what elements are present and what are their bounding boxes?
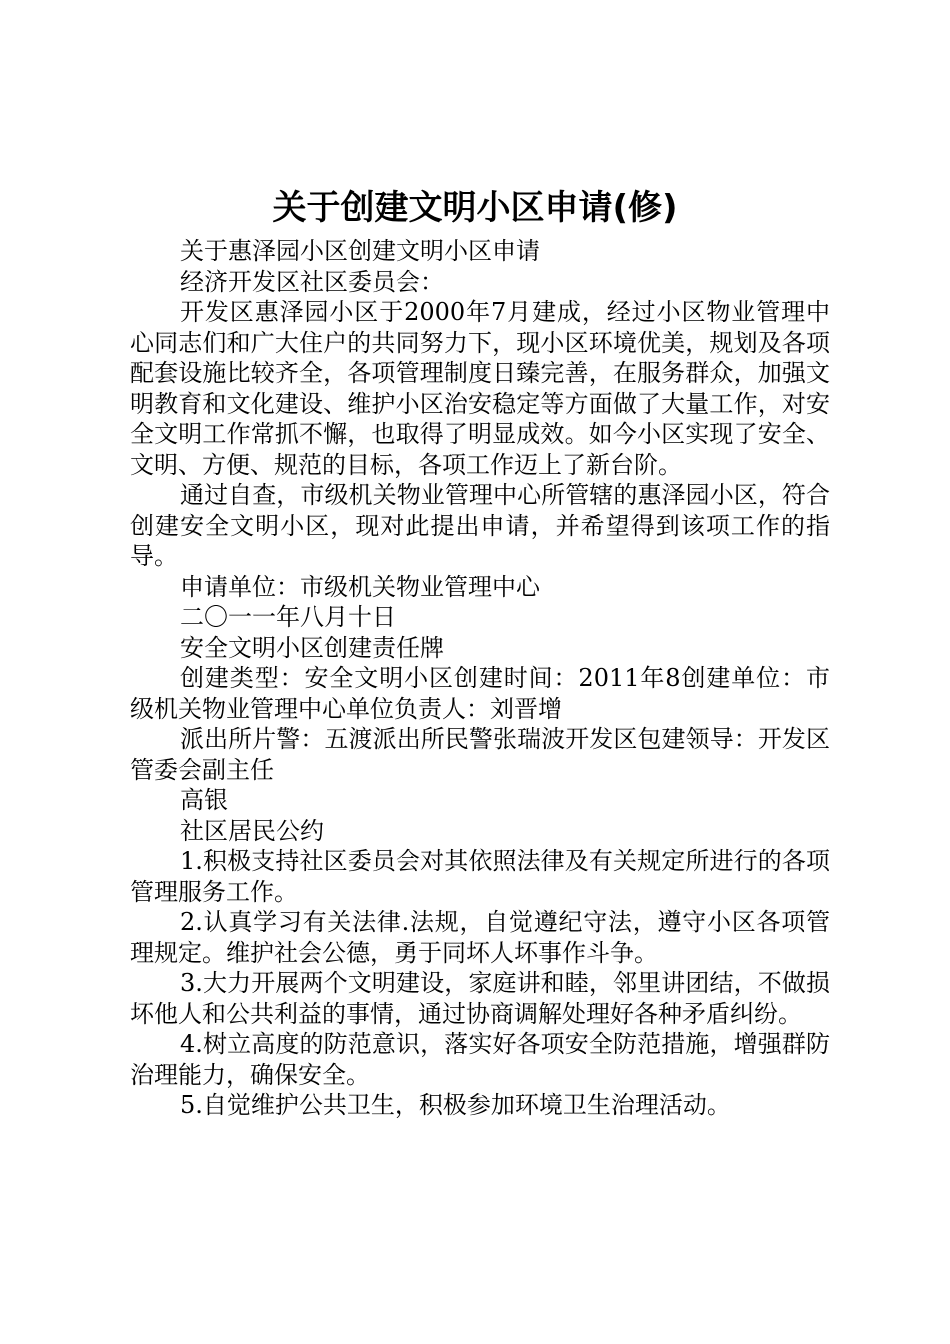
- paragraph-date: 二〇一一年八月十日: [180, 603, 396, 631]
- document-body: [130, 236, 830, 1121]
- paragraph-applicant: 申请单位：市级机关物业管理中心: [180, 572, 540, 601]
- paragraph-police-contact: 派出所片警：五渡派出所民警张瑞波开发区包建领导：开发区管委会副主任: [130, 725, 830, 784]
- convention-item: 3.大力开展两个文明建设，家庭讲和睦，邻里讲团结，不做损坏他人和公共利益的事情，通过协商调解处理好各种矛盾纠纷。: [130, 969, 830, 1028]
- convention-item: 2.认真学习有关法律.法规，自觉遵纪守法，遵守小区各项管理规定。维护社会公德，勇于同坏人坏事作斗争。: [130, 908, 830, 967]
- convention-item: 5.自觉维护公共卫生，积极参加环境卫生治理活动。: [180, 1091, 731, 1119]
- paragraph-name: 高银: [180, 786, 228, 814]
- section-heading-responsibility: 安全文明小区创建责任牌: [180, 633, 444, 662]
- section-heading-convention: 社区居民公约: [180, 816, 324, 845]
- paragraph-recipient: 经济开发区社区委员会：: [180, 267, 444, 296]
- convention-item: 4.树立高度的防范意识，落实好各项安全防范措施，增强群防治理能力，确保安全。: [130, 1030, 830, 1089]
- paragraph-introduction: 开发区惠泽园小区于2000年7月建成，经过小区物业管理中心同志们和广大住户的共同努力下，现小区环境优美，规划及各项配套设施比较齐全，各项管理制度日臻完善，在服务群众，加强文明教育和文化建设、维护小区治安稳定等方面做了大量工作，对安全文明工作常抓不懈，也取得了明显成效。如今小区实现了安全、文明、方便、规范的目标，各项工作迈上了新台阶。: [130, 298, 830, 479]
- paragraph-subject: 关于惠泽园小区创建文明小区申请: [180, 237, 540, 265]
- document-title: 关于创建文明小区申请(修): [272, 188, 678, 228]
- convention-item: 1.积极支持社区委员会对其依照法律及有关规定所进行的各项管理服务工作。: [130, 847, 830, 906]
- paragraph-request: 通过自查，市级机关物业管理中心所管辖的惠泽园小区，符合创建安全文明小区，现对此提出申请，并希望得到该项工作的指导。: [130, 481, 830, 570]
- paragraph-creation-details: 创建类型：安全文明小区创建时间：2011年8创建单位：市级机关物业管理中心单位负责人：刘晋增: [130, 664, 830, 723]
